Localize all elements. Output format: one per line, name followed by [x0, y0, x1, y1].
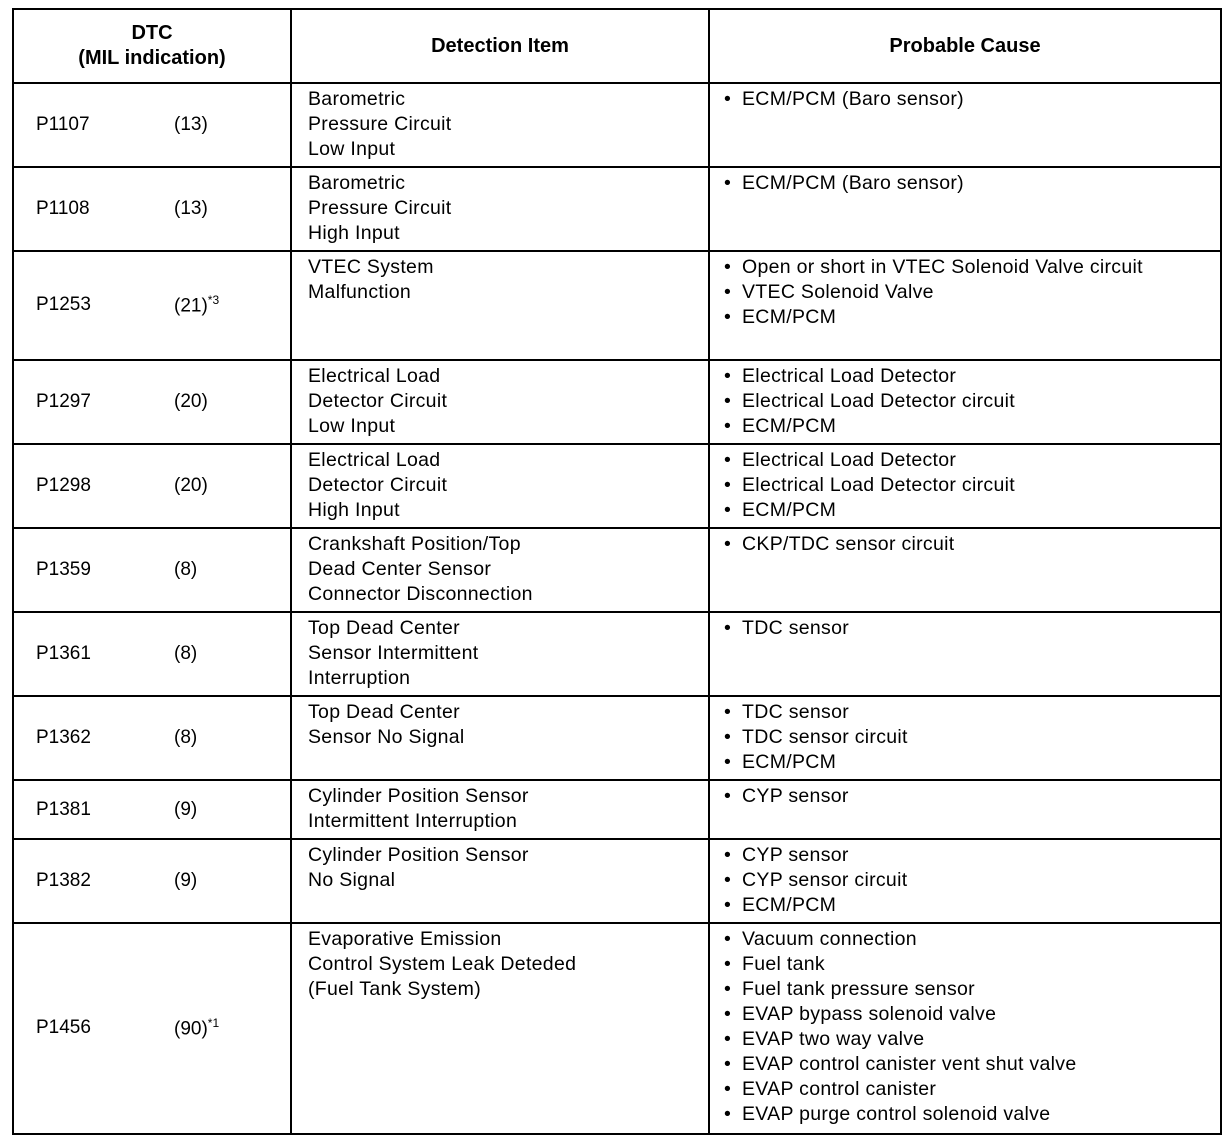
cause-item: • EVAP purge control solenoid valve [724, 1102, 1220, 1127]
detection-item-cell [291, 923, 709, 1134]
probable-cause-cell [709, 444, 1221, 528]
detection-item-line: Dead Center Sensor [308, 558, 492, 580]
mil-indication [174, 198, 208, 220]
detection-item-cell [291, 444, 709, 528]
detection-item-line: Detector Circuit [308, 390, 448, 412]
cause-list [724, 87, 1220, 112]
detection-item-line: Evaporative Emission [308, 928, 502, 950]
detection-item-line: Top Dead Center [308, 701, 460, 723]
dtc-cell [13, 780, 291, 839]
mil-value: (13) [174, 114, 208, 135]
probable-cause-cell [709, 83, 1221, 167]
mil-indication [174, 1016, 219, 1040]
detection-item-cell [291, 780, 709, 839]
header-row [13, 9, 1221, 83]
detection-item-line: Electrical Load [308, 365, 441, 387]
cause-item: • ECM/PCM (Baro sensor) [724, 171, 1220, 196]
mil-indication [174, 475, 208, 497]
detection-item-line: Top Dead Center [308, 617, 460, 639]
detection-item-cell [291, 167, 709, 251]
cause-item: • CYP sensor circuit [724, 868, 1220, 893]
table-body [13, 83, 1221, 1134]
mil-indication [174, 293, 219, 317]
cause-item: • Vacuum connection [724, 927, 1220, 952]
mil-indication [174, 559, 197, 581]
cause-item: • EVAP bypass solenoid valve [724, 1002, 1220, 1027]
table-row [13, 780, 1221, 839]
probable-cause-cell [709, 251, 1221, 360]
mil-indication [174, 727, 197, 749]
cause-item: • EVAP control canister [724, 1077, 1220, 1102]
cause-list [724, 927, 1220, 1127]
detection-item-cell [291, 83, 709, 167]
detection-item-cell [291, 839, 709, 923]
dtc-code: P1297 [36, 391, 91, 412]
cause-list [724, 700, 1220, 775]
cause-item: • ECM/PCM [724, 305, 1220, 330]
detection-item-line: VTEC System [308, 256, 434, 278]
header-probable-cause: Probable Cause [709, 9, 1221, 83]
cause-list [724, 532, 1220, 557]
mil-value: (21) [174, 295, 208, 317]
footnote-mark: *3 [207, 293, 220, 308]
detection-item-line: No Signal [308, 869, 396, 891]
table-row [13, 83, 1221, 167]
detection-item-line: Electrical Load [308, 449, 441, 471]
dtc-table [12, 8, 1222, 1135]
cause-list [724, 171, 1220, 196]
detection-item-line: Sensor Intermittent [308, 642, 479, 664]
detection-item-line: Crankshaft Position/Top [308, 533, 521, 555]
detection-item-line: Interruption [308, 667, 411, 689]
dtc-cell [13, 528, 291, 612]
dtc-cell [13, 839, 291, 923]
detection-item-line: Connector Disconnection [308, 583, 533, 605]
header-dtc-line2: (MIL indication) [78, 47, 226, 69]
cause-item: • Electrical Load Detector circuit [724, 389, 1220, 414]
dtc-code: P1107 [36, 114, 90, 135]
mil-value: (8) [174, 559, 198, 580]
cause-list [724, 784, 1220, 809]
dtc-cell [13, 83, 291, 167]
cause-item: • CYP sensor [724, 784, 1220, 809]
dtc-cell [13, 923, 291, 1134]
cause-item: • Open or short in VTEC Solenoid Valve circuit [724, 255, 1162, 280]
detection-item-line: Cylinder Position Sensor [308, 844, 529, 866]
cause-item: • ECM/PCM [724, 498, 1220, 523]
dtc-code: P1456 [36, 1017, 91, 1039]
mil-value: (20) [174, 391, 208, 412]
dtc-cell [13, 696, 291, 780]
dtc-code: P1108 [36, 198, 90, 219]
table-row [13, 923, 1221, 1134]
dtc-code: P1298 [36, 475, 91, 496]
cause-list [724, 255, 1220, 330]
detection-item-line: Low Input [308, 138, 396, 160]
detection-item-cell [291, 360, 709, 444]
header-dtc [13, 9, 291, 83]
dtc-cell [13, 251, 291, 360]
cause-item: • ECM/PCM [724, 893, 1220, 918]
footnote-mark: *1 [207, 1016, 220, 1031]
header-detection-item: Detection Item [291, 9, 709, 83]
dtc-code: P1362 [36, 727, 91, 748]
detection-item-line: Pressure Circuit [308, 197, 452, 219]
detection-item-line: Pressure Circuit [308, 113, 452, 135]
dtc-cell [13, 360, 291, 444]
mil-value: (8) [174, 643, 198, 664]
cause-item: • TDC sensor [724, 616, 1220, 641]
detection-item-line: Barometric [308, 88, 406, 110]
cause-item: • EVAP two way valve [724, 1027, 1220, 1052]
mil-value: (90) [174, 1018, 208, 1040]
detection-item-cell [291, 251, 709, 360]
mil-indication [174, 643, 197, 665]
table-row [13, 612, 1221, 696]
mil-value: (8) [174, 727, 198, 748]
cause-item: • Fuel tank [724, 952, 1220, 977]
table-row [13, 528, 1221, 612]
dtc-cell [13, 444, 291, 528]
table-row [13, 251, 1221, 360]
table-row [13, 444, 1221, 528]
probable-cause-cell [709, 360, 1221, 444]
mil-value: (9) [174, 870, 198, 891]
detection-item-cell [291, 612, 709, 696]
cause-item: • VTEC Solenoid Valve [724, 280, 1220, 305]
probable-cause-cell [709, 839, 1221, 923]
detection-item-cell [291, 528, 709, 612]
mil-value: (9) [174, 798, 198, 820]
cause-item: • Electrical Load Detector [724, 364, 1220, 389]
mil-indication [174, 114, 208, 136]
detection-item-line: Detector Circuit [308, 474, 448, 496]
dtc-code: P1361 [36, 643, 91, 664]
probable-cause-cell [709, 167, 1221, 251]
probable-cause-cell [709, 528, 1221, 612]
cause-item: • EVAP control canister vent shut valve [724, 1052, 1220, 1077]
cause-item: • TDC sensor [724, 700, 1220, 725]
detection-item-line: Cylinder Position Sensor [308, 785, 529, 807]
probable-cause-cell [709, 780, 1221, 839]
table-row [13, 167, 1221, 251]
cause-item: • ECM/PCM [724, 414, 1220, 439]
detection-item-cell [291, 696, 709, 780]
detection-item-line: Control System Leak Deteded [308, 953, 577, 975]
dtc-code: P1359 [36, 559, 91, 580]
cause-item: • Fuel tank pressure sensor [724, 977, 1220, 1002]
table-row [13, 839, 1221, 923]
probable-cause-cell [709, 696, 1221, 780]
mil-value: (13) [174, 198, 208, 219]
dtc-code: P1253 [36, 294, 91, 316]
cause-item: • CKP/TDC sensor circuit [724, 532, 1220, 557]
table-row [13, 360, 1221, 444]
cause-item: • Electrical Load Detector circuit [724, 473, 1220, 498]
cause-item: • CYP sensor [724, 843, 1220, 868]
cause-item: • ECM/PCM (Baro sensor) [724, 87, 1220, 112]
detection-item-line: Barometric [308, 172, 406, 194]
probable-cause-cell [709, 923, 1221, 1134]
cause-list [724, 448, 1220, 523]
dtc-code: P1382 [36, 870, 91, 891]
mil-value: (20) [174, 475, 208, 496]
dtc-cell [13, 167, 291, 251]
header-dtc-line1: DTC [131, 22, 173, 44]
detection-item-line: Low Input [308, 415, 396, 437]
dtc-code: P1381 [36, 798, 91, 820]
mil-indication [174, 870, 197, 892]
dtc-cell [13, 612, 291, 696]
detection-item-line: Sensor No Signal [308, 726, 465, 748]
cause-list [724, 843, 1220, 918]
mil-indication [174, 391, 208, 413]
mil-indication [174, 799, 197, 821]
cause-item: • Electrical Load Detector [724, 448, 1220, 473]
detection-item-line: High Input [308, 499, 400, 521]
cause-list [724, 616, 1220, 641]
detection-item-line: High Input [308, 222, 400, 244]
table-row [13, 696, 1221, 780]
detection-item-line: Intermittent Interruption [308, 810, 518, 832]
probable-cause-cell [709, 612, 1221, 696]
detection-item-line: (Fuel Tank System) [308, 978, 482, 1000]
cause-item: • TDC sensor circuit [724, 725, 1220, 750]
detection-item-line: Malfunction [308, 281, 412, 303]
cause-list [724, 364, 1220, 439]
cause-item: • ECM/PCM [724, 750, 1220, 775]
